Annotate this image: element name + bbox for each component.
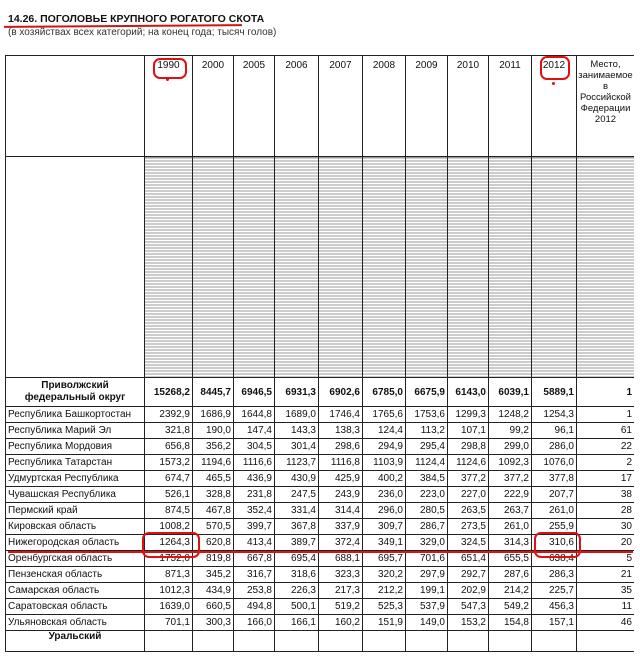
header-corner	[6, 56, 145, 157]
table-cell: 280,5	[406, 503, 448, 519]
table-cell: 310,6	[532, 535, 577, 551]
table-cell: 1644,8	[234, 407, 275, 423]
table-cell: 263,5	[448, 503, 489, 519]
table-cell: 570,5	[193, 519, 234, 535]
col-header: 2007	[319, 56, 363, 157]
spacer-cell	[448, 157, 489, 378]
table-cell: 297,9	[406, 567, 448, 583]
dot-annotation-1990	[166, 78, 169, 81]
table-cell: 223,0	[406, 487, 448, 503]
table-cell: 316,7	[234, 567, 275, 583]
table-row-partial	[6, 631, 635, 652]
table-cell: 138,3	[319, 423, 363, 439]
table-cell: 367,8	[275, 519, 319, 535]
table-title: 14.26. ПОГОЛОВЬЕ КРУПНОГО РОГАТОГО СКОТА	[8, 13, 265, 25]
table-cell: 656,8	[145, 439, 193, 455]
table-subtitle: (в хозяйствах всех категорий; на конец года; тысяч голов)	[8, 27, 277, 38]
table-cell: 99,2	[489, 423, 532, 439]
table-cell: 356,2	[193, 439, 234, 455]
empty-cell	[234, 631, 275, 652]
table-cell: 430,9	[275, 471, 319, 487]
table-cell: 304,5	[234, 439, 275, 455]
empty-cell	[275, 631, 319, 652]
table-cell: 1264,3	[145, 535, 193, 551]
region-name: Ульяновская область	[6, 615, 145, 631]
table-cell: 1124,4	[406, 455, 448, 471]
table-cell: 21	[577, 567, 635, 583]
table-cell: 226,3	[275, 583, 319, 599]
table-cell: 434,9	[193, 583, 234, 599]
table-cell: 549,2	[489, 599, 532, 615]
table-cell: 143,3	[275, 423, 319, 439]
table-cell: 436,9	[234, 471, 275, 487]
table-row	[6, 455, 635, 471]
table-cell: 309,7	[363, 519, 406, 535]
table-cell: 519,2	[319, 599, 363, 615]
region-name: Республика Марий Эл	[6, 423, 145, 439]
table-cell: 377,8	[532, 471, 577, 487]
table-cell: 321,8	[145, 423, 193, 439]
table-cell: 261,0	[532, 503, 577, 519]
table-cell: 199,1	[406, 583, 448, 599]
table-cell: 11	[577, 599, 635, 615]
header-row	[6, 56, 635, 157]
col-header: 2010	[448, 56, 489, 157]
livestock-table	[5, 55, 634, 652]
table-cell: 286,3	[532, 567, 577, 583]
table-cell: 6946,5	[234, 378, 275, 407]
table-cell: 620,8	[193, 535, 234, 551]
table-row	[6, 567, 635, 583]
table-cell: 1753,6	[406, 407, 448, 423]
table-row	[6, 615, 635, 631]
table-cell: 695,4	[275, 551, 319, 567]
table-cell: 113,2	[406, 423, 448, 439]
region-name: Удмуртская Республика	[6, 471, 145, 487]
table-cell: 286,7	[406, 519, 448, 535]
table-row	[6, 487, 635, 503]
table-cell: 324,5	[448, 535, 489, 551]
col-header: 2006	[275, 56, 319, 157]
table-cell: 157,1	[532, 615, 577, 631]
table-cell: 500,1	[275, 599, 319, 615]
table-cell: 160,2	[319, 615, 363, 631]
table-cell: 6675,9	[406, 378, 448, 407]
region-name: Пермский край	[6, 503, 145, 519]
table-cell: 227,0	[448, 487, 489, 503]
table-cell: 6785,0	[363, 378, 406, 407]
table-cell: 349,1	[363, 535, 406, 551]
table-cell: 107,1	[448, 423, 489, 439]
dot-annotation-2012	[552, 82, 555, 85]
striped-spacer-row	[6, 157, 635, 378]
table-cell: 1752,0	[145, 551, 193, 567]
table-cell: 547,3	[448, 599, 489, 615]
region-name: Самарская область	[6, 583, 145, 599]
table-cell: 8445,7	[193, 378, 234, 407]
table-cell: 320,2	[363, 567, 406, 583]
table-cell: 253,8	[234, 583, 275, 599]
table-cell: 526,1	[145, 487, 193, 503]
region-name: Республика Мордовия	[6, 439, 145, 455]
spacer-cell	[6, 157, 145, 378]
table-cell: 1	[577, 378, 635, 407]
table-cell: 247,5	[275, 487, 319, 503]
table-cell: 537,9	[406, 599, 448, 615]
region-name: Нижегородская область	[6, 535, 145, 551]
table-cell: 190,0	[193, 423, 234, 439]
spacer-cell	[532, 157, 577, 378]
table-cell: 166,1	[275, 615, 319, 631]
empty-cell	[489, 631, 532, 652]
table-cell: 296,0	[363, 503, 406, 519]
table-cell: 6039,1	[489, 378, 532, 407]
table-cell: 6143,0	[448, 378, 489, 407]
table-cell: 1746,4	[319, 407, 363, 423]
empty-cell	[448, 631, 489, 652]
table-cell: 61	[577, 423, 635, 439]
table-cell: 255,9	[532, 519, 577, 535]
table-cell: 214,2	[489, 583, 532, 599]
table-cell: 1116,8	[319, 455, 363, 471]
table-cell: 1012,3	[145, 583, 193, 599]
table-cell: 1194,6	[193, 455, 234, 471]
spacer-cell	[193, 157, 234, 378]
table-cell: 2392,9	[145, 407, 193, 423]
spacer-cell	[319, 157, 363, 378]
table-cell: 456,3	[532, 599, 577, 615]
table-cell: 701,1	[145, 615, 193, 631]
table-cell: 38	[577, 487, 635, 503]
data-table-frame	[5, 55, 634, 655]
empty-cell	[363, 631, 406, 652]
table-row	[6, 583, 635, 599]
col-header: 1990	[145, 56, 193, 157]
table-cell: 874,5	[145, 503, 193, 519]
table-cell: 701,6	[406, 551, 448, 567]
table-cell: 688,1	[319, 551, 363, 567]
table-cell: 298,6	[319, 439, 363, 455]
region-name: Саратовская область	[6, 599, 145, 615]
table-cell: 222,9	[489, 487, 532, 503]
table-cell: 1765,6	[363, 407, 406, 423]
table-cell: 871,3	[145, 567, 193, 583]
table-cell: 153,2	[448, 615, 489, 631]
region-name: Республика Башкортостан	[6, 407, 145, 423]
table-cell: 1639,0	[145, 599, 193, 615]
col-header: 2008	[363, 56, 406, 157]
table-row	[6, 439, 635, 455]
table-cell: 301,4	[275, 439, 319, 455]
table-cell: 389,7	[275, 535, 319, 551]
table-cell: 667,8	[234, 551, 275, 567]
empty-cell	[577, 631, 635, 652]
table-row	[6, 599, 635, 615]
table-cell: 5	[577, 551, 635, 567]
table-cell: 212,2	[363, 583, 406, 599]
table-cell: 329,0	[406, 535, 448, 551]
table-cell: 425,9	[319, 471, 363, 487]
table-cell: 1254,3	[532, 407, 577, 423]
table-cell: 154,8	[489, 615, 532, 631]
table-cell: 819,8	[193, 551, 234, 567]
table-cell: 1124,6	[448, 455, 489, 471]
table-cell: 298,8	[448, 439, 489, 455]
table-cell: 294,9	[363, 439, 406, 455]
empty-cell	[193, 631, 234, 652]
spacer-cell	[145, 157, 193, 378]
table-cell: 299,0	[489, 439, 532, 455]
table-cell: 1686,9	[193, 407, 234, 423]
table-cell: 352,4	[234, 503, 275, 519]
region-name: Чувашская Республика	[6, 487, 145, 503]
table-cell: 217,3	[319, 583, 363, 599]
table-cell: 674,7	[145, 471, 193, 487]
region-name: Уральский	[6, 631, 145, 652]
empty-cell	[145, 631, 193, 652]
spacer-cell	[275, 157, 319, 378]
table-cell: 318,6	[275, 567, 319, 583]
table-cell: 225,7	[532, 583, 577, 599]
table-cell: 314,3	[489, 535, 532, 551]
table-row	[6, 535, 635, 551]
table-cell: 413,4	[234, 535, 275, 551]
table-cell: 46	[577, 615, 635, 631]
table-cell: 151,9	[363, 615, 406, 631]
table-cell: 207,7	[532, 487, 577, 503]
table-cell: 1076,0	[532, 455, 577, 471]
table-cell: 28	[577, 503, 635, 519]
table-cell: 96,1	[532, 423, 577, 439]
table-cell: 1	[577, 407, 635, 423]
table-cell: 124,4	[363, 423, 406, 439]
table-cell: 147,4	[234, 423, 275, 439]
col-header: 2005	[234, 56, 275, 157]
table-cell: 149,0	[406, 615, 448, 631]
table-cell: 17	[577, 471, 635, 487]
table-cell: 331,4	[275, 503, 319, 519]
table-cell: 2	[577, 455, 635, 471]
table-cell: 1299,3	[448, 407, 489, 423]
spacer-cell	[234, 157, 275, 378]
total-row	[6, 378, 635, 407]
table-cell: 20	[577, 535, 635, 551]
table-row	[6, 471, 635, 487]
total-row-name: Приволжский федеральный округ	[6, 378, 145, 407]
table-row	[6, 423, 635, 439]
table-cell: 1123,7	[275, 455, 319, 471]
table-cell: 638,4	[532, 551, 577, 567]
table-cell: 525,3	[363, 599, 406, 615]
table-cell: 314,4	[319, 503, 363, 519]
table-cell: 287,6	[489, 567, 532, 583]
region-name: Республика Татарстан	[6, 455, 145, 471]
table-cell: 263,7	[489, 503, 532, 519]
col-header: 2009	[406, 56, 448, 157]
table-cell: 261,0	[489, 519, 532, 535]
table-row	[6, 551, 635, 567]
table-cell: 494,8	[234, 599, 275, 615]
region-name: Оренбургская область	[6, 551, 145, 567]
table-cell: 345,2	[193, 567, 234, 583]
table-cell: 337,9	[319, 519, 363, 535]
table-cell: 377,2	[489, 471, 532, 487]
table-cell: 15268,2	[145, 378, 193, 407]
empty-cell	[406, 631, 448, 652]
table-row	[6, 519, 635, 535]
table-row	[6, 407, 635, 423]
table-cell: 295,4	[406, 439, 448, 455]
table-cell: 1116,6	[234, 455, 275, 471]
table-cell: 328,8	[193, 487, 234, 503]
table-cell: 372,4	[319, 535, 363, 551]
table-cell: 1689,0	[275, 407, 319, 423]
table-cell: 300,3	[193, 615, 234, 631]
col-header: 2012	[532, 56, 577, 157]
table-cell: 1008,2	[145, 519, 193, 535]
table-cell: 243,9	[319, 487, 363, 503]
table-cell: 1103,9	[363, 455, 406, 471]
table-cell: 35	[577, 583, 635, 599]
empty-cell	[319, 631, 363, 652]
table-cell: 465,5	[193, 471, 234, 487]
table-cell: 22	[577, 439, 635, 455]
table-cell: 30	[577, 519, 635, 535]
table-cell: 6931,3	[275, 378, 319, 407]
col-header: 2011	[489, 56, 532, 157]
table-cell: 651,4	[448, 551, 489, 567]
table-cell: 5889,1	[532, 378, 577, 407]
table-cell: 660,5	[193, 599, 234, 615]
table-cell: 231,8	[234, 487, 275, 503]
table-cell: 399,7	[234, 519, 275, 535]
table-cell: 1092,3	[489, 455, 532, 471]
table-cell: 323,3	[319, 567, 363, 583]
table-cell: 1248,2	[489, 407, 532, 423]
table-cell: 6902,6	[319, 378, 363, 407]
table-cell: 236,0	[363, 487, 406, 503]
table-cell: 202,9	[448, 583, 489, 599]
spacer-cell	[489, 157, 532, 378]
spacer-cell	[577, 157, 635, 378]
table-cell: 273,5	[448, 519, 489, 535]
col-header-place: Место, занимаемое в Российской Федерации 2012	[577, 56, 635, 157]
empty-cell	[532, 631, 577, 652]
table-cell: 377,2	[448, 471, 489, 487]
region-name: Пензенская область	[6, 567, 145, 583]
table-cell: 1573,2	[145, 455, 193, 471]
region-name: Кировская область	[6, 519, 145, 535]
table-row	[6, 503, 635, 519]
table-cell: 292,7	[448, 567, 489, 583]
table-cell: 695,7	[363, 551, 406, 567]
spacer-cell	[363, 157, 406, 378]
spacer-cell	[406, 157, 448, 378]
table-cell: 166,0	[234, 615, 275, 631]
table-cell: 467,8	[193, 503, 234, 519]
table-cell: 384,5	[406, 471, 448, 487]
table-cell: 286,0	[532, 439, 577, 455]
table-cell: 400,2	[363, 471, 406, 487]
col-header: 2000	[193, 56, 234, 157]
table-cell: 655,5	[489, 551, 532, 567]
